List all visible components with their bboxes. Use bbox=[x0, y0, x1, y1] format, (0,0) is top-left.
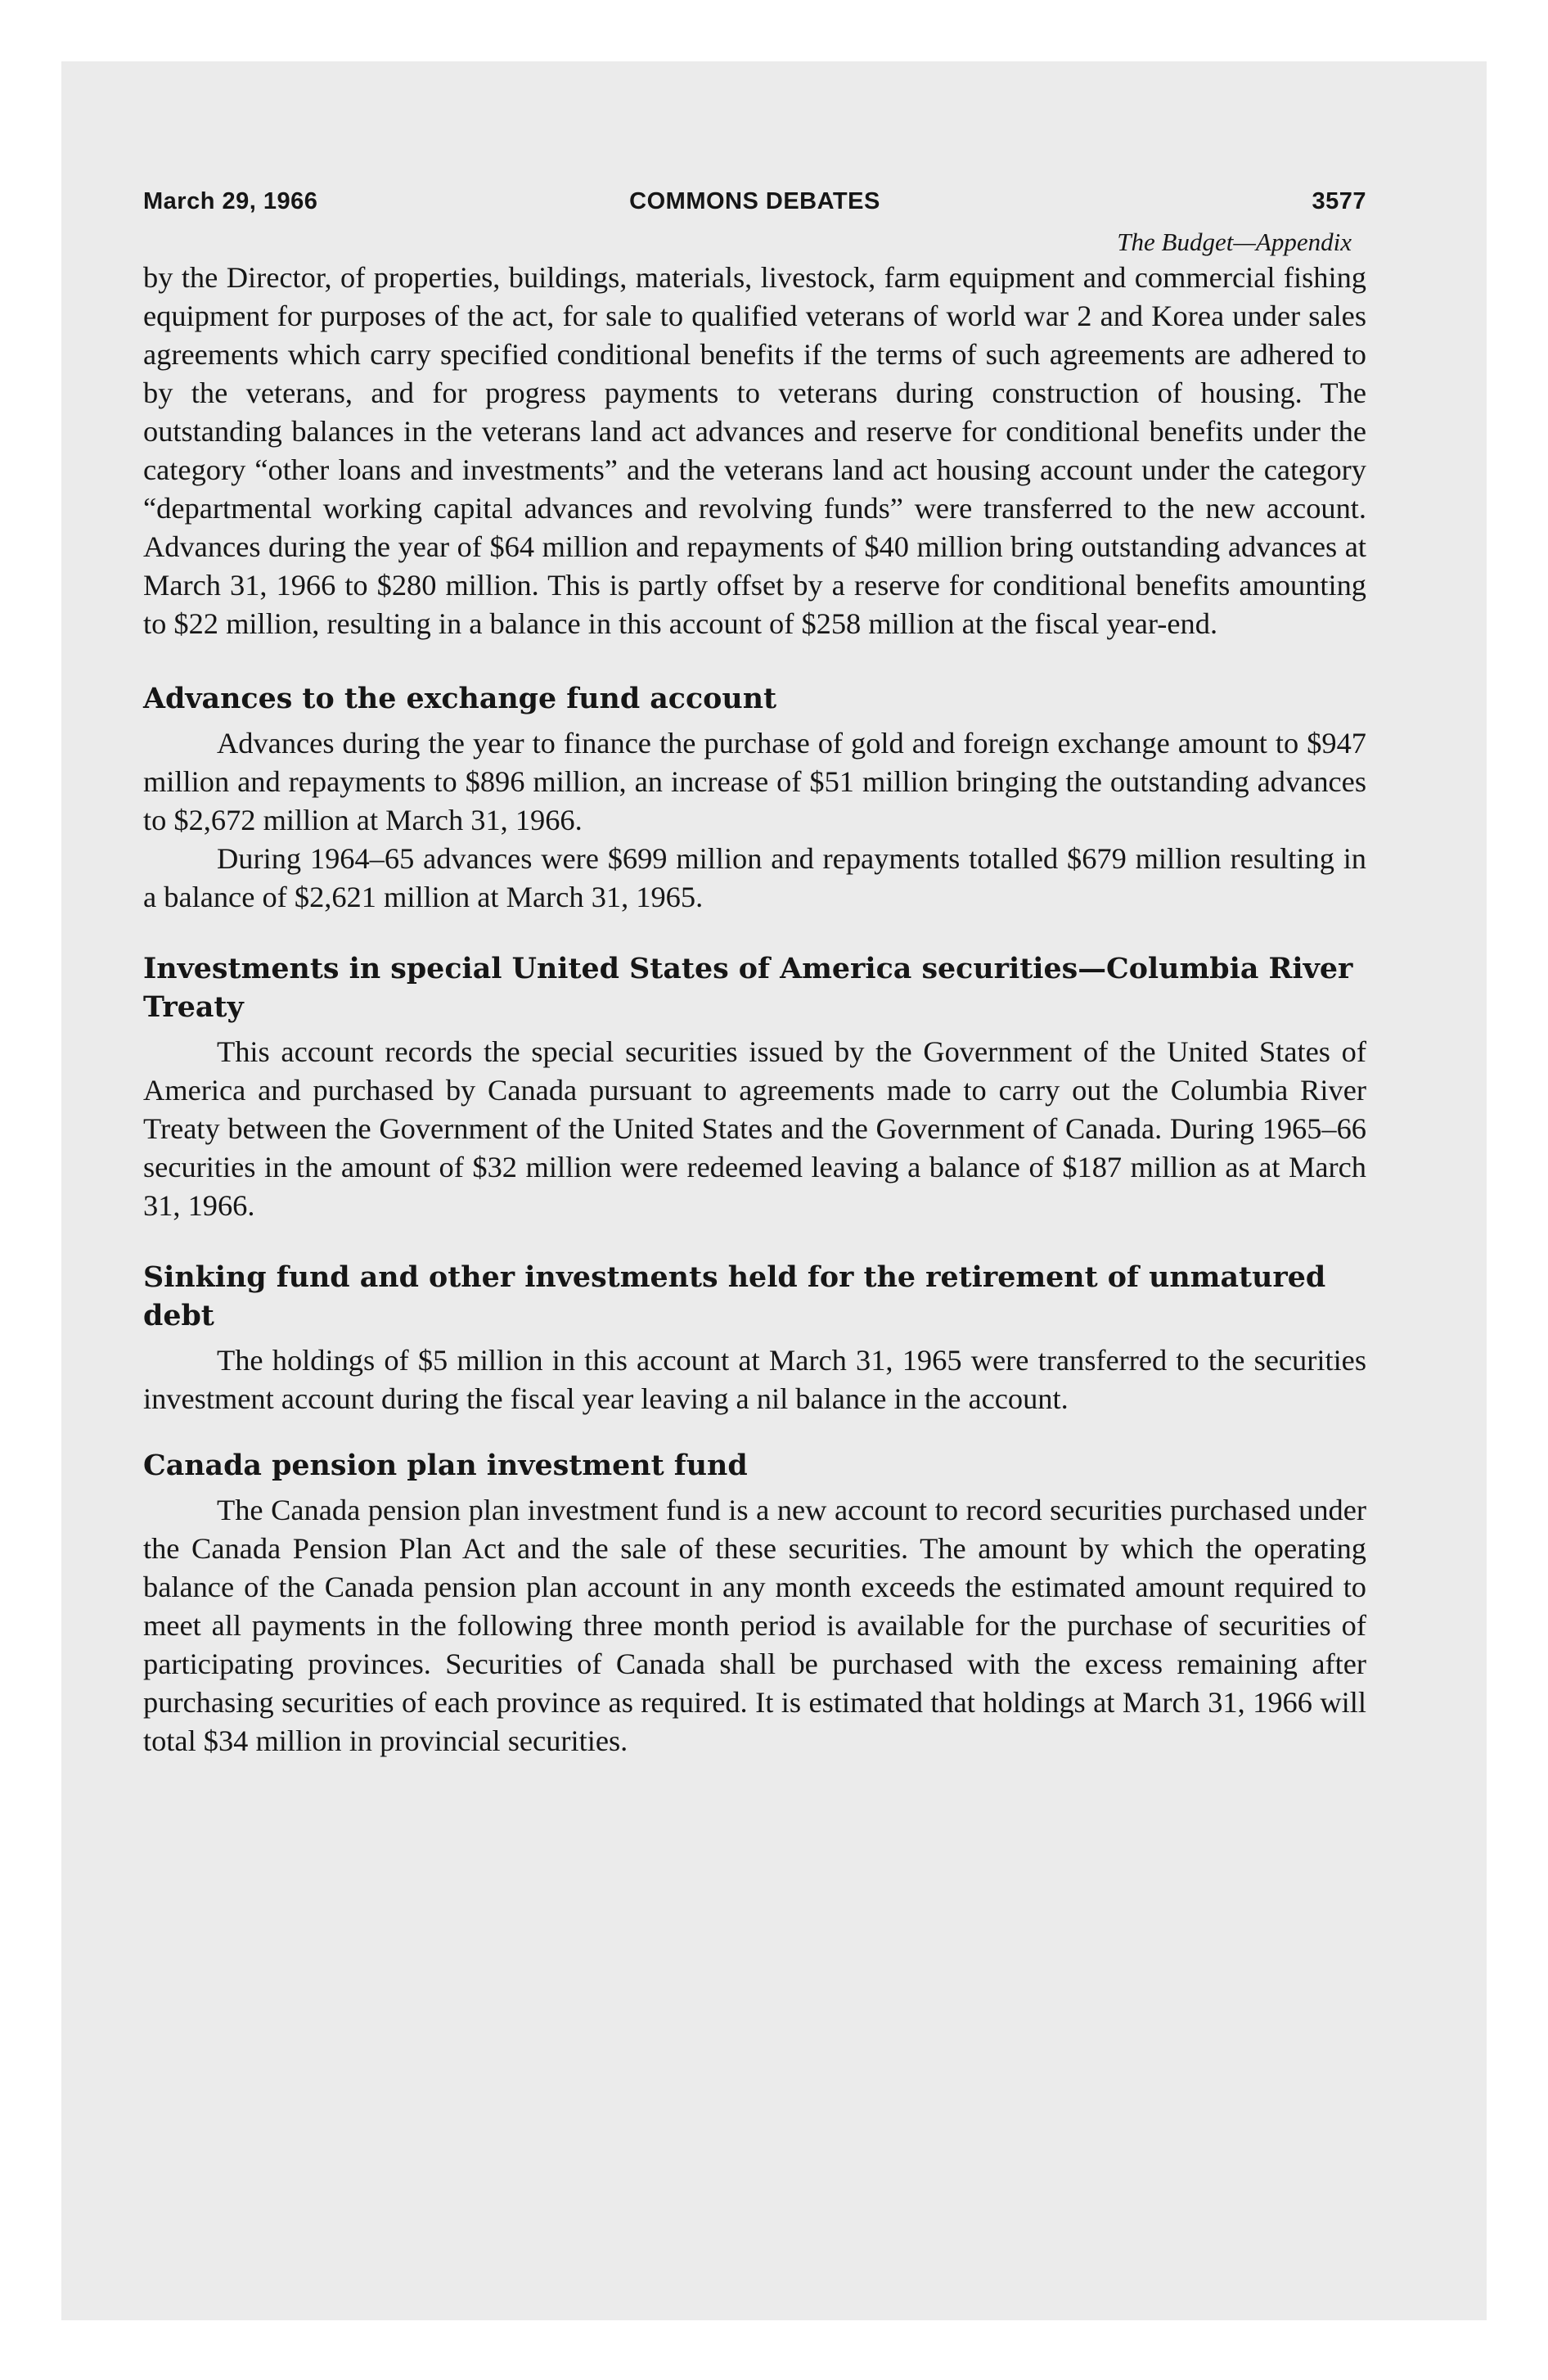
header-date: March 29, 1966 bbox=[143, 188, 318, 214]
heading-spacer bbox=[143, 1485, 1366, 1491]
header-publication-title: COMMONS DEBATES bbox=[629, 188, 880, 214]
document-page bbox=[143, 188, 1366, 1760]
heading-spacer bbox=[143, 1026, 1366, 1033]
section-spacer bbox=[143, 1225, 1366, 1258]
columbia-river-paragraph: This account records the special securities issued by the Government of the United States of America and purchased by Canada pursuant to agreements made to carry out the Columbia River Treaty between the Government of the United States and the Government of Canada. During 1965–66 securities in the amount of $32 million were redeemed leaving a balance of $187 million as at March 31, 1966. bbox=[143, 1035, 1366, 1222]
section-spacer bbox=[143, 643, 1366, 679]
section-spacer bbox=[143, 1418, 1366, 1446]
exchange-fund-paragraph-2: During 1964–65 advances were $699 million and repayments totalled $679 million resulting in a balance of $2,621 million at March 31, 1965. bbox=[143, 842, 1366, 913]
section-heading-exchange-fund: Advances to the exchange fund account bbox=[143, 682, 777, 715]
heading-spacer bbox=[143, 718, 1366, 724]
section-heading-sinking-fund: Sinking fund and other investments held for the retirement of unmatured debt bbox=[143, 1260, 1326, 1332]
running-title: The Budget—Appendix bbox=[1117, 228, 1352, 256]
sinking-fund-paragraph: The holdings of $5 million in this account at March 31, 1965 were transferred to the securities investment account during the fiscal year leaving a nil balance in the account. bbox=[143, 1344, 1366, 1415]
section-spacer bbox=[143, 917, 1366, 949]
section-heading-columbia-river-treaty: Investments in special United States of America securities—Columbia River Treaty bbox=[143, 952, 1353, 1024]
exchange-fund-paragraph-1: Advances during the year to finance the purchase of gold and foreign exchange amount to $947 million and repayments to $896 million, an increase of $51 million bringing the outstanding advances to $2,672 million at March 31, 1966. bbox=[143, 727, 1366, 836]
pension-plan-paragraph: The Canada pension plan investment fund is a new account to record securities purchased under the Canada Pension Plan Act and the sale of these securities. The amount by which the operating balance of the Canada pension plan account in any month exceeds the estimated amount required to meet all payments in the following three month period is available for the purchase of securities of participating provinces. Securities of Canada shall be purchased with the excess remaining after purchasing securities of each province as required. It is estimated that holdings at March 31, 1966 will total $34 million in provincial securities. bbox=[143, 1494, 1366, 1757]
page-header bbox=[143, 188, 1366, 226]
header-page-number: 3577 bbox=[1312, 188, 1366, 214]
section-heading-pension-plan: Canada pension plan investment fund bbox=[143, 1449, 748, 1482]
heading-spacer bbox=[143, 1335, 1366, 1341]
intro-paragraph: by the Director, of properties, buildings, materials, livestock, farm equipment and commercial fishing equipment for purposes of the act, for sale to qualified veterans of world war 2 and Korea under sales agreements which carry specified conditional benefits if the terms of such agreements are adhered to by the veterans, and for progress payments to veterans during construction of housing. The outstanding balances in the veterans land act advances and reserve for conditional benefits under the category “other loans and investments” and the veterans land act housing account under the category “departmental working capital advances and revolving funds” were transferred to the new account. Advances during the year of $64 million and repayments of $40 million bring outstanding advances at March 31, 1966 to $280 million. This is partly offset by a reserve for conditional benefits amounting to $22 million, resulting in a balance in this account of $258 million at the fiscal year-end. bbox=[143, 261, 1366, 640]
